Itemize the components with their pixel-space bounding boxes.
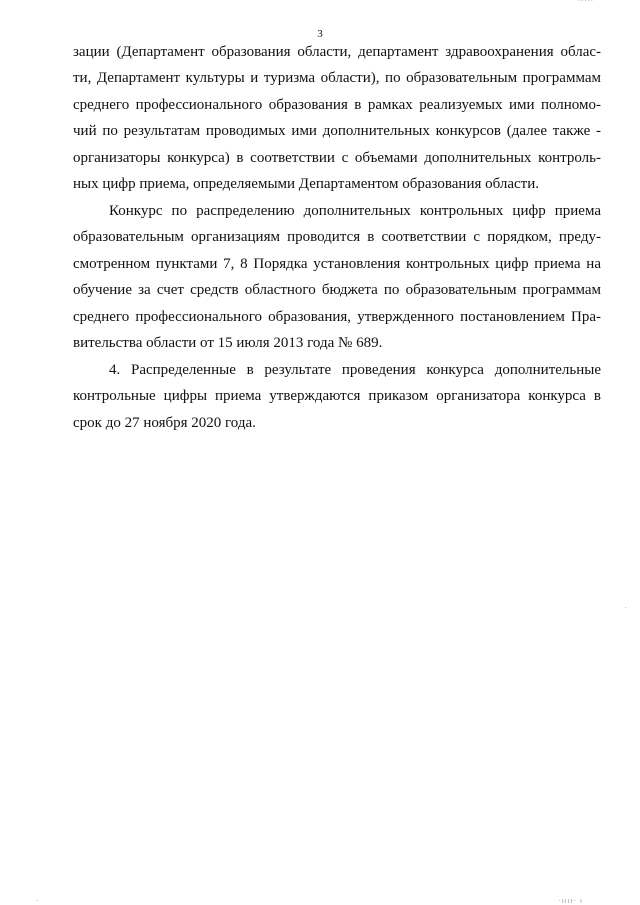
text-line: среднего профессионального образования в рамках реализуемых ими полномо-: [73, 96, 601, 113]
scan-artifact-bottom-left: ·: [36, 897, 40, 905]
paragraph-item-4: [73, 357, 601, 436]
text-line: организаторы конкурса) в соответствии с объемами дополнительных контроль-: [73, 149, 601, 166]
text-line: ных цифр приема, определяемыми Департаментом образования области.: [73, 176, 540, 193]
text-line: зации (Департамент образования области, департамент здравоохранения облас-: [73, 44, 601, 60]
text-line: контрольные цифры приема утверждаются приказом организатора конкурса в: [73, 388, 601, 405]
scan-artifact-top-right: ·····: [577, 0, 594, 5]
text-line: чий по результатам проводимых ими дополнительных конкурсов (далее также -: [73, 123, 601, 140]
text-line: среднего профессионального образования, утвержденного постановлением Пра-: [73, 308, 601, 325]
scan-artifact-right-edge: ·: [624, 604, 628, 612]
scan-artifact-bottom-right: ·ıııı· ı: [558, 897, 583, 905]
text-line: смотренном пунктами 7, 8 Порядка установления контрольных цифр приема на: [73, 255, 601, 272]
text-line: 4. Распределенные в результате проведения конкурса дополнительные: [109, 362, 601, 378]
page-number: 3: [317, 28, 323, 40]
text-line: вительства области от 15 июля 2013 года № 689.: [73, 335, 383, 352]
paragraph-competition: [73, 198, 601, 356]
text-line: образовательным организациям проводится в соответствии с порядком, преду-: [73, 229, 601, 246]
text-line: обучение за счет средств областного бюджета по образовательным программам: [73, 282, 601, 299]
text-line: ти, Департамент культуры и туризма области), по образовательным программам: [73, 70, 601, 87]
paragraph-continuation: [73, 39, 601, 197]
text-line: срок до 27 ноября 2020 года.: [73, 414, 256, 431]
text-line: Конкурс по распределению дополнительных контрольных цифр приема: [109, 203, 601, 219]
